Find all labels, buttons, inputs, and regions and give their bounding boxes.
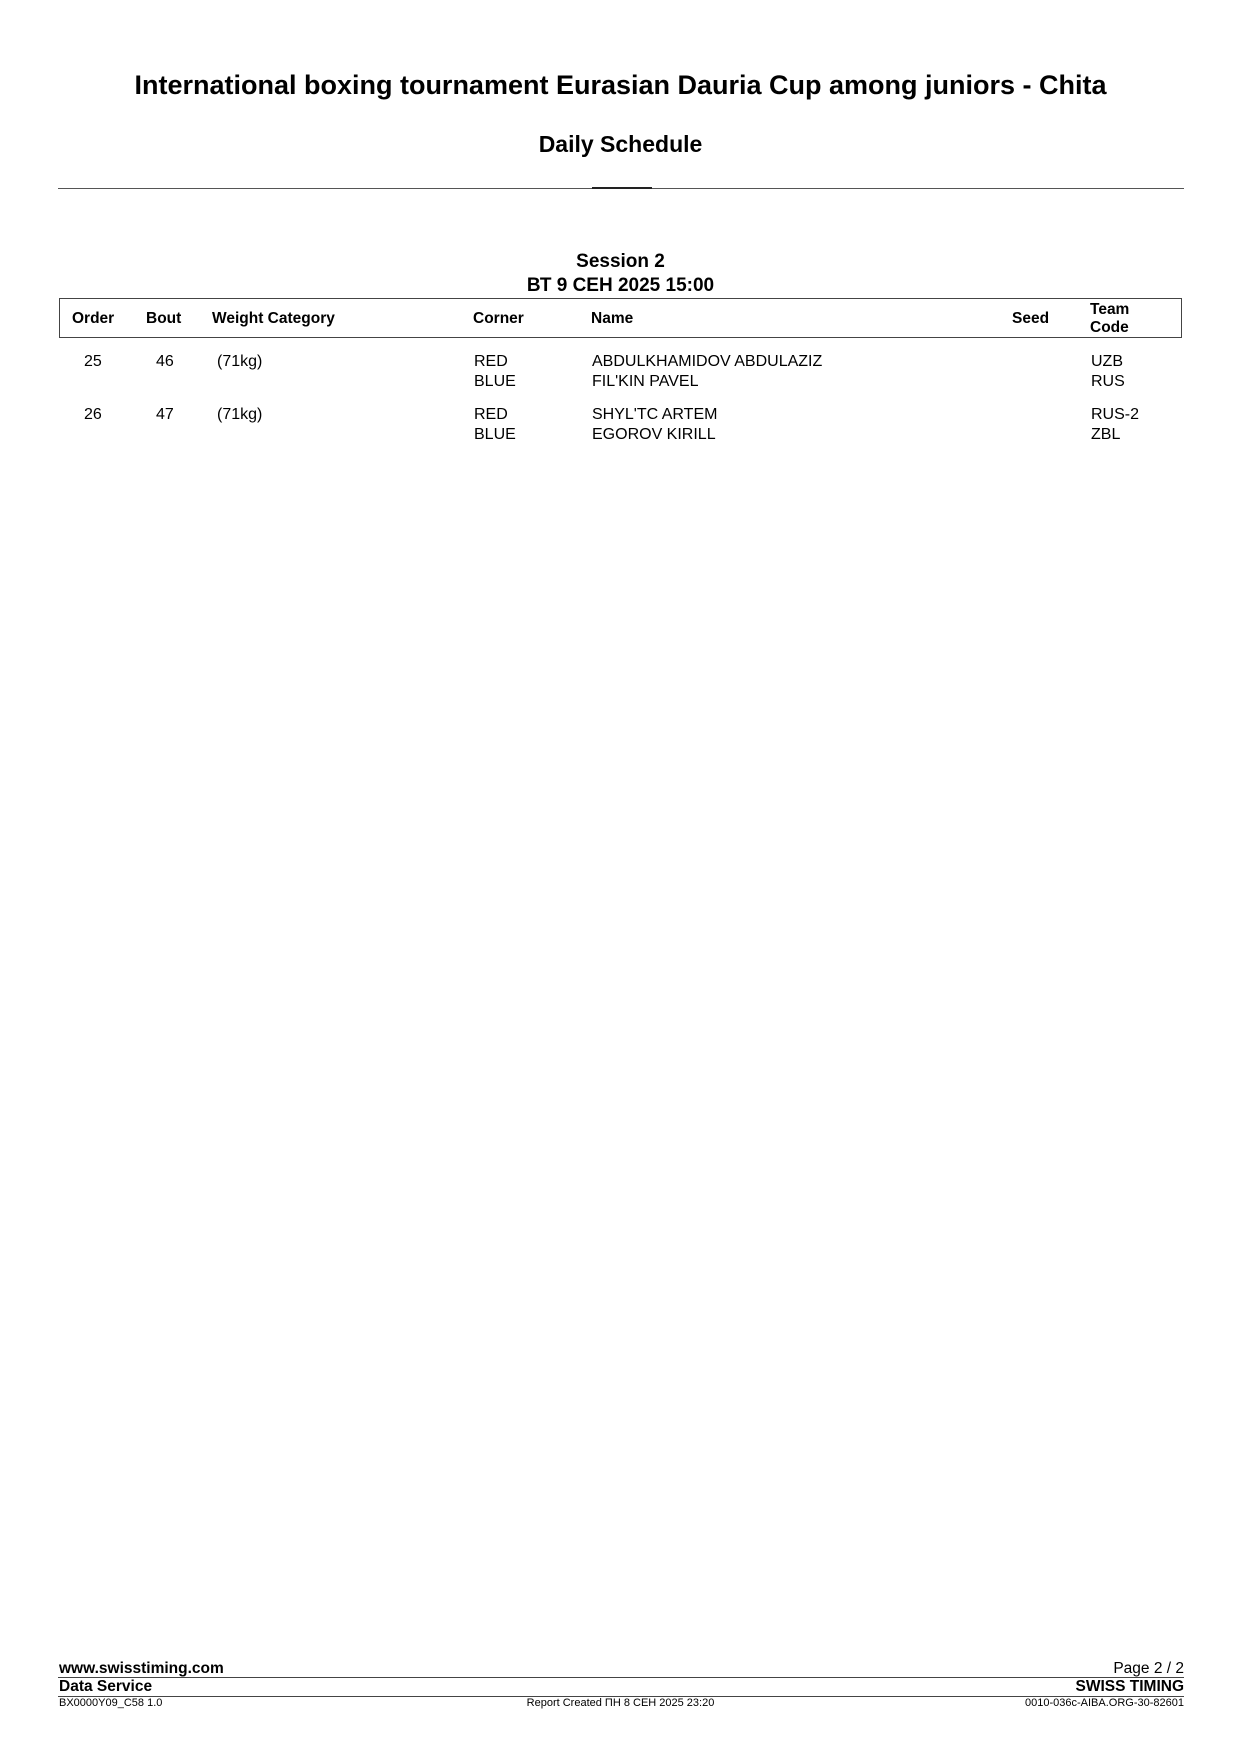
table-header (59, 298, 1182, 338)
weight-cell: (71kg) (217, 353, 263, 370)
session-heading (0, 250, 1241, 298)
name-blue: EGOROV KIRILL (592, 426, 716, 443)
col-team-line1: Team (1090, 301, 1130, 318)
footer-website-link[interactable]: www.swisstiming.com (59, 1660, 224, 1677)
table-row (0, 352, 1241, 405)
table-row (0, 405, 1241, 458)
bout-cell: 46 (156, 353, 174, 370)
team-red: RUS-2 (1091, 406, 1140, 423)
team-red: UZB (1091, 353, 1123, 370)
footer-page-number: Page 2 / 2 (1113, 1660, 1184, 1677)
order-cell: 26 (84, 406, 102, 423)
weight-cell: (71kg) (217, 406, 263, 423)
bout-cell: 47 (156, 406, 174, 423)
corner-red: RED (474, 406, 508, 423)
footer-report-created: Report Created ПН 8 СЕН 2025 23:20 (526, 1697, 715, 1709)
col-seed: Seed (1012, 310, 1050, 327)
col-corner: Corner (473, 310, 524, 327)
name-red: SHYL'TC ARTEM (592, 406, 718, 423)
name-blue: FIL'KIN PAVEL (592, 373, 699, 390)
corner-blue: BLUE (474, 373, 516, 390)
bout-list (0, 352, 1241, 458)
corner-blue: BLUE (474, 426, 516, 443)
session-name: Session 2 (576, 251, 665, 272)
name-red: ABDULKHAMIDOV ABDULAZIZ (592, 353, 823, 370)
document-title: International boxing tournament Eurasian Dauria Cup among juniors - Chita (134, 70, 1107, 100)
footer-brand: SWISS TIMING (1075, 1678, 1184, 1695)
col-name: Name (591, 310, 634, 327)
col-weight: Weight Category (212, 310, 335, 327)
footer-doc-code: BX0000Y09_C58 1.0 (59, 1697, 163, 1709)
footer-data-service: Data Service (59, 1678, 153, 1695)
corner-red: RED (474, 353, 508, 370)
session-datetime: ВТ 9 СЕН 2025 15:00 (526, 275, 715, 296)
header-divider-accent (592, 187, 652, 189)
footer-reference: 0010-036c-AIBA.ORG-30-82601 (1025, 1697, 1184, 1709)
col-team-line2: Code (1090, 319, 1129, 336)
order-cell: 25 (84, 353, 102, 370)
document-subtitle: Daily Schedule (538, 131, 703, 157)
col-order: Order (72, 310, 115, 327)
footer-divider-top (58, 1677, 1184, 1678)
team-blue: ZBL (1091, 426, 1121, 443)
col-bout: Bout (146, 310, 182, 327)
team-blue: RUS (1091, 373, 1125, 390)
col-team-code (1090, 301, 1129, 337)
